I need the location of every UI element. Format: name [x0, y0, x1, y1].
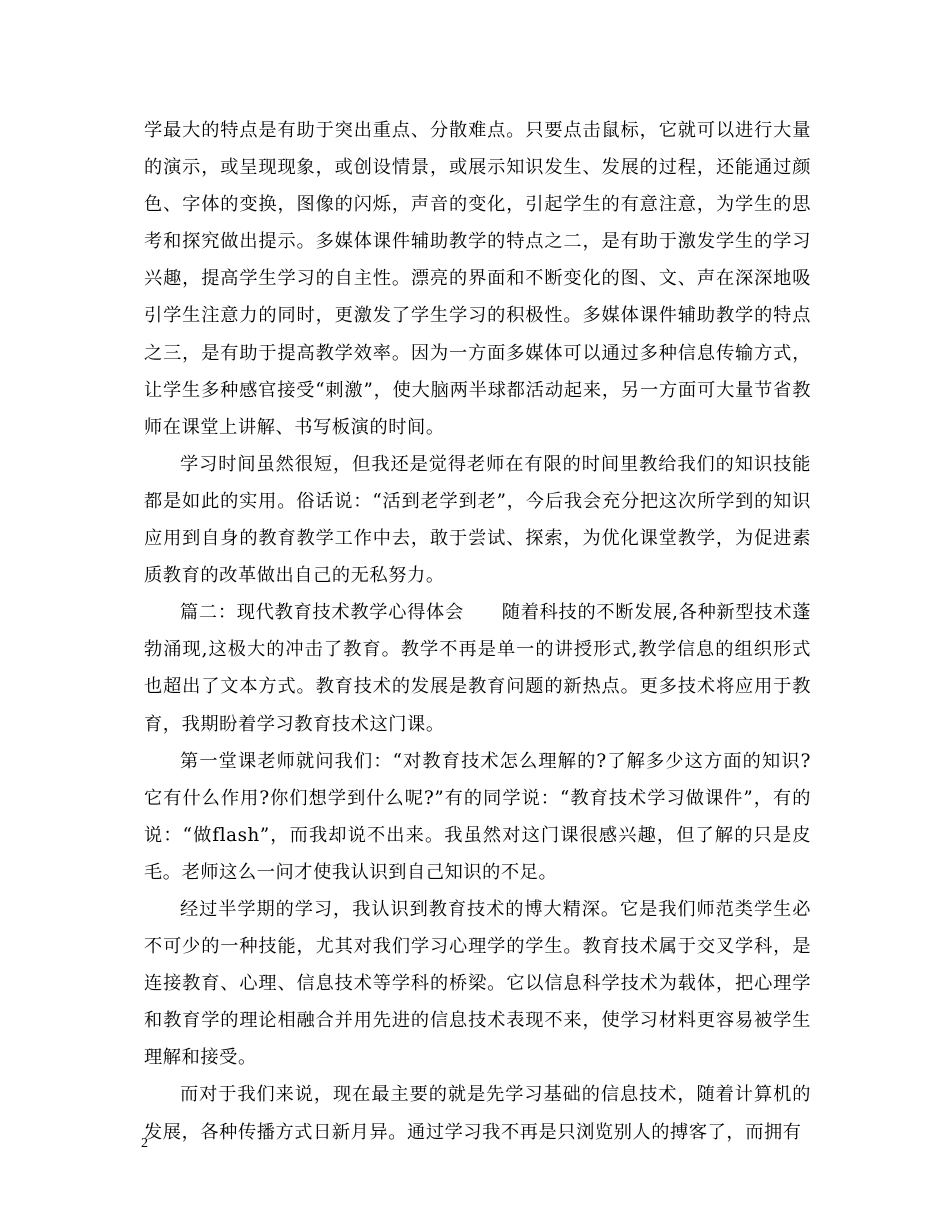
page-number: 2: [141, 1136, 148, 1151]
paragraph: 而对于我们来说，现在最主要的就是先学习基础的信息技术，随着计算机的发展，各种传播方式日新月异。通过学习我不再是只浏览别人的搏客了，而拥有: [144, 1084, 811, 1143]
paragraph: 经过半学期的学习，我认识到教育技术的博大精深。它是我们师范类学生必不可少的一种技能，尤其对我们学习心理学的学生。教育技术属于交叉学科，是连接教育、心理、信息技术等学科的桥梁。它以信息科学技术为载体，把心理学和教育学的理论相融合并用先进的信息技术表现不来，使学习材料更容易被学生理解和接受。: [144, 898, 811, 1069]
paragraph-section-heading: 篇二：现代教育技术教学心得体会 随着科技的不断发展,各种新型技术蓬勃涌现,这极大的冲击了教育。教学不再是单一的讲授形式,教学信息的组织形式也超出了文本方式。教育技术的发展是教育问题的新热点。更多技术将应用于教育，我期盼着学习教育技术这门课。: [144, 602, 811, 735]
paragraph-continued: 学最大的特点是有助于突出重点、分散难点。只要点击鼠标，它就可以进行大量的演示，或呈现现象，或创设情景，或展示知识发生、发展的过程，还能通过颜色、字体的变换，图像的闪烁，声音的变化，引起学生的有意注意，为学生的思考和探究做出提示。多媒体课件辅助教学的特点之二，是有助于激发学生的学习兴趣，提高学生学习的自主性。漂亮的界面和不断变化的图、文、声在深深地吸引学生注意力的同时，更激发了学生学习的积极性。多媒体课件辅助教学的特点之三，是有助于提高教学效率。因为一方面多媒体可以通过多种信息传输方式，让学生多种感官接受“刺激”，使大脑两半球都活动起来，另一方面可大量节省教师在课堂上讲解、书写板演的时间。: [144, 120, 811, 438]
paragraph: 学习时间虽然很短，但我还是觉得老师在有限的时间里教给我们的知识技能都是如此的实用。俗话说：“活到老学到老”，今后我会充分把这次所学到的知识应用到自身的教育教学工作中去，敢于尝试、探索，为优化课堂教学，为促进素质教育的改革做出自己的无私努力。: [144, 453, 811, 587]
document-body: [144, 112, 811, 1151]
paragraph: 第一堂课老师就问我们：“对教育技术怎么理解的?了解多少这方面的知识?它有什么作用?你们想学到什么呢?”有的同学说：“教育技术学习做课件”，有的说：“做flash”，而我却说不出来。我虽然对这门课很感兴趣，但了解的只是皮毛。老师这么一问才使我认识到自己知识的不足。: [144, 750, 811, 883]
